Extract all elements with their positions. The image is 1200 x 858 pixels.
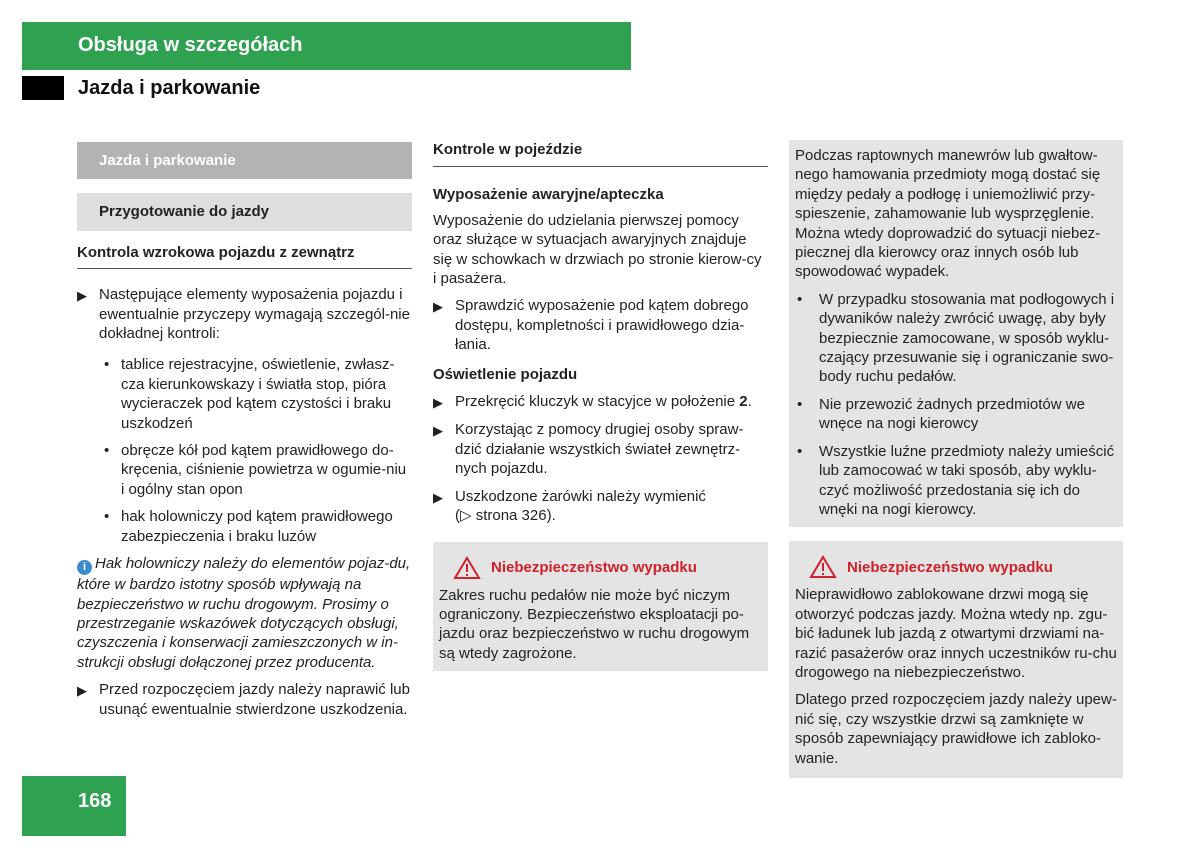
section-marker [22,76,64,100]
warning-box [433,542,768,672]
bullet-list [795,290,1117,519]
step-text: Uszkodzone żarówki należy wymienić (▷ strona 326). [455,487,706,525]
bullet-icon: • [797,395,803,413]
arrow-right-icon: ▶ [433,395,443,411]
page-reference: (▷ strona 326). [455,507,556,525]
topic-bar: Jazda i parkowanie [77,142,412,179]
list-item: • W przypadku stosowania mat podłogowych i dywaników należy zwrócić uwagę, aby były bezpiecznie zamocowane, w sposób wyklu-czający przesuwanie się i ograniczanie swo-body ruchu pedałów. [797,290,1115,386]
column-middle [433,140,768,671]
arrow-right-icon: ▶ [433,299,443,315]
step-text: Następujące elementy wyposażenia pojazdu i ewentualnie przyczepy wymagają szczegól-nie dokładnej kontroli: [99,286,410,343]
step-text: Sprawdzić wyposażenie pod kątem dobrego dostępu, kompletności i prawidłowego dzia-łania. [455,297,749,354]
warning-triangle-icon [453,556,481,580]
instruction-step [433,420,768,478]
step-text: Przed rozpoczęciem jazdy należy naprawić lub usunąć ewentualnie stwierdzone uszkodzenia. [99,681,410,718]
warning-triangle-icon [809,555,837,579]
note-text: Hak holowniczy należy do elementów pojaz-du, które w bardzo istotny sposób wpływają na bezpieczeństwo w ruchu drogowym. Prosimy o przestrzeganie wskazówek dotyczących obsługi, czyszczenia i konserwacji zamieszczonych w in-strukcji obsługi dołączonej przez producenta. [77,555,411,671]
subsection-heading: Wyposażenie awaryjne/apteczka [433,186,664,204]
instruction-step [433,392,768,412]
column-right [789,140,1123,778]
warning-heading: Niebezpieczeństwo wypadku [439,548,762,586]
subtopic-bar: Przygotowanie do jazdy [77,193,412,230]
bullet-icon: • [104,442,110,460]
bullet-icon: • [797,290,803,308]
chapter-title: Obsługa w szczegółach [78,34,303,56]
warning-text: Zakres ruchu pedałów nie może być niczym ograniczony. Bezpieczeństwo eksploatacji po-jazdu oraz bezpieczeństwo w ruchu drogowym są wtedy zagrożone. [439,586,750,662]
list-item: • tablice rejestracyjne, oświetlenie, zwłasz-cza kierunkowskazy i światła stop, pióra wycieraczek pod kątem czystości i braku uszkodzeń [99,355,412,433]
bullet-icon: • [797,442,803,460]
instruction-step [77,680,412,719]
paragraph: Dlatego przed rozpoczęciem jazdy należy upew-nić się, czy wszystkie drzwi są zamknięte w sposób zapewniający prawidłowe ich zabloko-wanie. [795,691,1117,767]
list-item: • Wszystkie luźne przedmioty należy umieścić lub zamocować w taki sposób, aby wyklu-czyć możliwość przedostania się ich do wnęki na nogi kierowcy. [797,442,1115,518]
chapter-header [22,22,631,70]
instruction-step [433,487,768,526]
section-heading: Kontrola wzrokowa pojazdu z zewnątrz [77,243,412,269]
list-item: • hak holowniczy pod kątem prawidłowego zabezpieczenia i braku luzów [99,507,412,546]
arrow-right-icon: ▶ [433,489,443,505]
arrow-right-icon: ▶ [77,288,87,304]
instruction-step [433,296,768,354]
bullet-icon: • [104,508,110,526]
warning-box [789,541,1123,778]
section-heading: Kontrole w pojeździe [433,140,768,167]
list-item: • Nie przewozić żadnych przedmiotów we wnęce na nogi kierowcy [797,395,1085,433]
bullet-list [77,355,412,546]
arrow-right-icon: ▶ [433,423,443,439]
warning-heading: Niebezpieczeństwo wypadku [795,547,1117,585]
step-text: Przekręcić kluczyk w stacyjce w położenie 2. [455,393,752,411]
section-title: Jazda i parkowanie [78,77,261,99]
page-number: 168 [78,790,112,812]
bullet-icon: • [104,356,110,374]
column-left [77,142,412,719]
list-item: • obręcze kół pod kątem prawidłowego do-kręcenia, ciśnienie powietrza w ogumie-niu i ogólny stan opon [99,441,412,499]
info-icon: i [77,560,92,575]
step-text: Korzystając z pomocy drugiej osoby spraw-dzić działanie wszystkich świateł zewnętrz-nych pojazdu. [455,421,744,478]
caution-box [789,140,1123,527]
paragraph: Podczas raptownych manewrów lub gwałtow-nego hamowania przedmioty mogą dostać się między pedały a podłogę i uniemożliwić przy-spieszenie, zahamowanie lub wysprzęglenie. Można wtedy doprowadzić do sytuacji niebez-piecznej dla kierowcy oraz innych osób lub spowodować wypadek. [795,147,1101,281]
instruction-step [77,285,412,343]
arrow-right-icon: ▶ [77,683,87,699]
page-number-box [22,776,126,836]
subsection-heading: Oświetlenie pojazdu [433,365,578,383]
paragraph: Nieprawidłowo zablokowane drzwi mogą się otworzyć podczas jazdy. Można wtedy np. zgu-bić ładunek lub jazdą z otwartymi drzwiami na-razić pasażerów oraz innych uczestników ru-chu drogowego na niebezpieczeństwo. [795,586,1117,681]
paragraph: Wyposażenie do udzielania pierwszej pomocy oraz służące w sytuacjach awaryjnych znajduje się w schowkach w drzwiach po stronie kierow-cy i pasażera. [433,211,762,288]
info-note [77,554,412,672]
